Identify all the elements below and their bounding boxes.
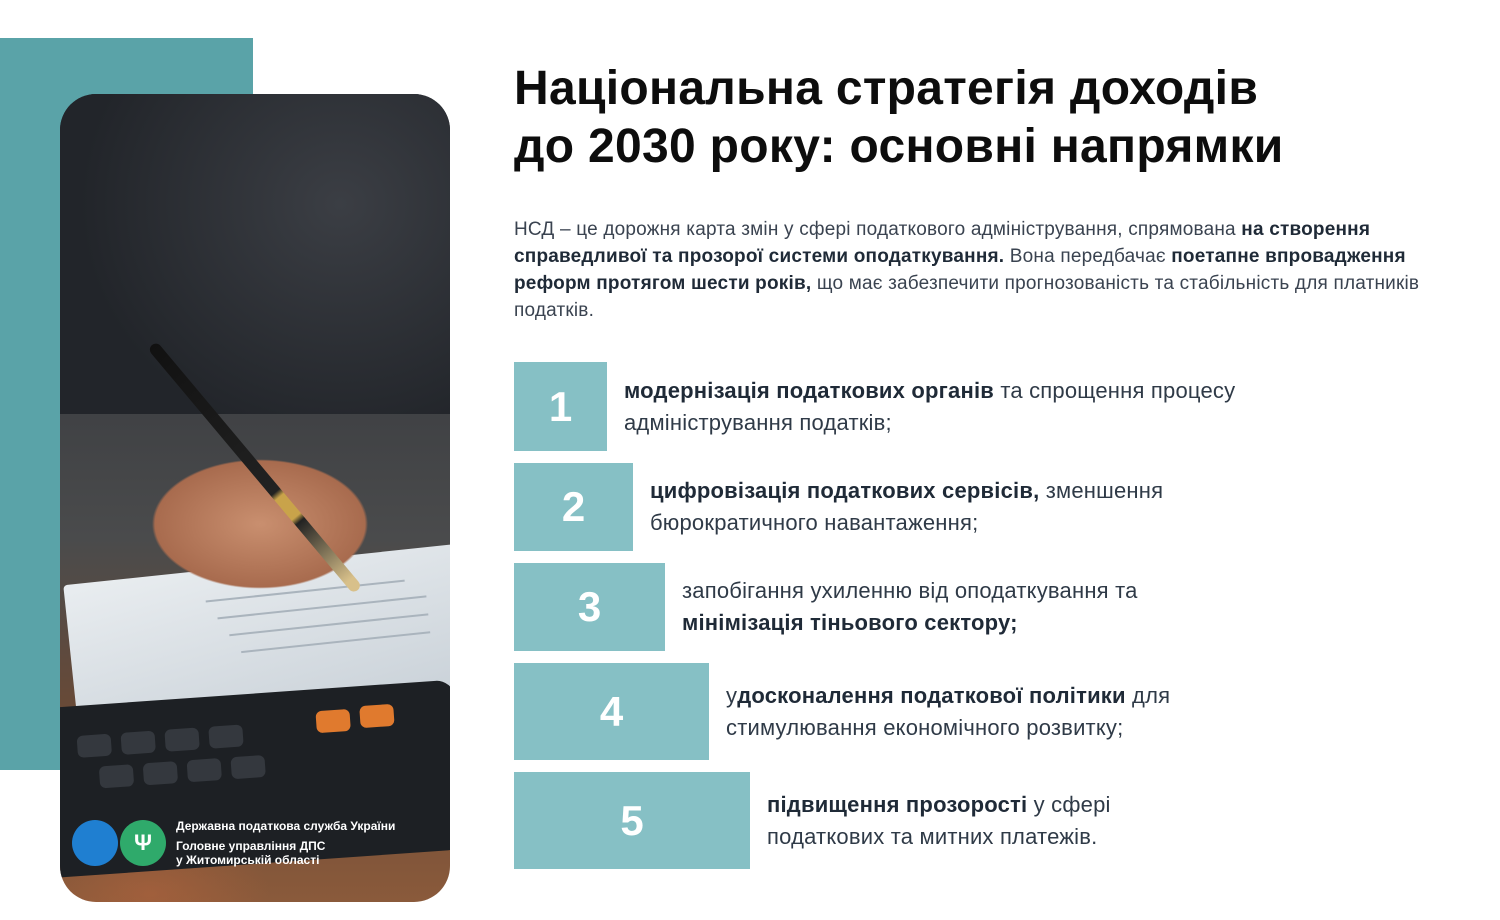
step-number-box: 1 xyxy=(514,362,607,451)
trident-icon: Ψ xyxy=(120,820,166,866)
intro-paragraph xyxy=(514,216,1464,324)
step-4 xyxy=(514,663,1296,760)
logo-line-1: Державна податкова служба України xyxy=(176,819,396,833)
step-number-box: 3 xyxy=(514,563,665,651)
paper-text-line xyxy=(241,631,430,653)
calculator-key xyxy=(187,758,222,782)
intro-text: що має забезпечити прогнозованість та стабільність для платників податків. xyxy=(514,273,1420,321)
calculator-key xyxy=(315,709,350,733)
step-2 xyxy=(514,463,1300,551)
step-number-box: 4 xyxy=(514,663,709,760)
intro-bold: поетапне впровадження реформ протягом шести років, xyxy=(514,246,1406,294)
step-text: цифровізація податкових сервісів, зменшення бюрократичного навантаження; xyxy=(650,478,1164,535)
logo-blue-circle xyxy=(72,820,118,866)
step-5 xyxy=(514,772,1227,869)
step-text: модернізація податкових органів та спрощення процесу адміністрування податків; xyxy=(624,377,1236,435)
photo-card xyxy=(60,94,450,902)
calculator-key xyxy=(99,764,134,788)
calculator-key xyxy=(230,755,265,779)
calculator-key xyxy=(164,727,199,751)
step-number-box: 5 xyxy=(514,772,750,869)
step-number-box: 2 xyxy=(514,463,633,551)
tax-service-logo xyxy=(72,819,395,867)
page-title xyxy=(514,60,1474,176)
title-line-1: Національна стратегія доходів xyxy=(514,62,1259,115)
logo-line-2: Головне управління ДПС xyxy=(176,839,326,853)
calculator-key xyxy=(77,734,112,758)
step-text: удосконалення податкової політики для стимулювання економічного розвитку; xyxy=(726,682,1171,740)
title-line-2: до 2030 року: основні напрямки xyxy=(514,120,1284,173)
step-text: підвищення прозорості у сфері податкових та митних платежів. xyxy=(767,791,1111,849)
calculator-key xyxy=(359,704,394,728)
calculator-key xyxy=(143,761,178,785)
logo-text xyxy=(176,819,395,867)
step-1 xyxy=(514,362,1284,451)
step-text: запобігання ухиленню від оподаткування та мінімізація тіньового сектору; xyxy=(682,578,1138,635)
step-3 xyxy=(514,563,1242,651)
logo-line-3: у Житомирській області xyxy=(176,853,320,867)
intro-text: Вона передбачає xyxy=(1004,246,1172,267)
paper-text-line xyxy=(229,613,428,636)
calculator-key xyxy=(120,731,155,755)
intro-text: НСД – це дорожня карта змін у сфері податкового адміністрування, спрямована xyxy=(514,219,1242,240)
intro-bold: на створення справедливої та прозорої системи оподаткування. xyxy=(514,219,1371,267)
calculator-key xyxy=(208,724,243,748)
photo-shirt xyxy=(60,94,450,414)
